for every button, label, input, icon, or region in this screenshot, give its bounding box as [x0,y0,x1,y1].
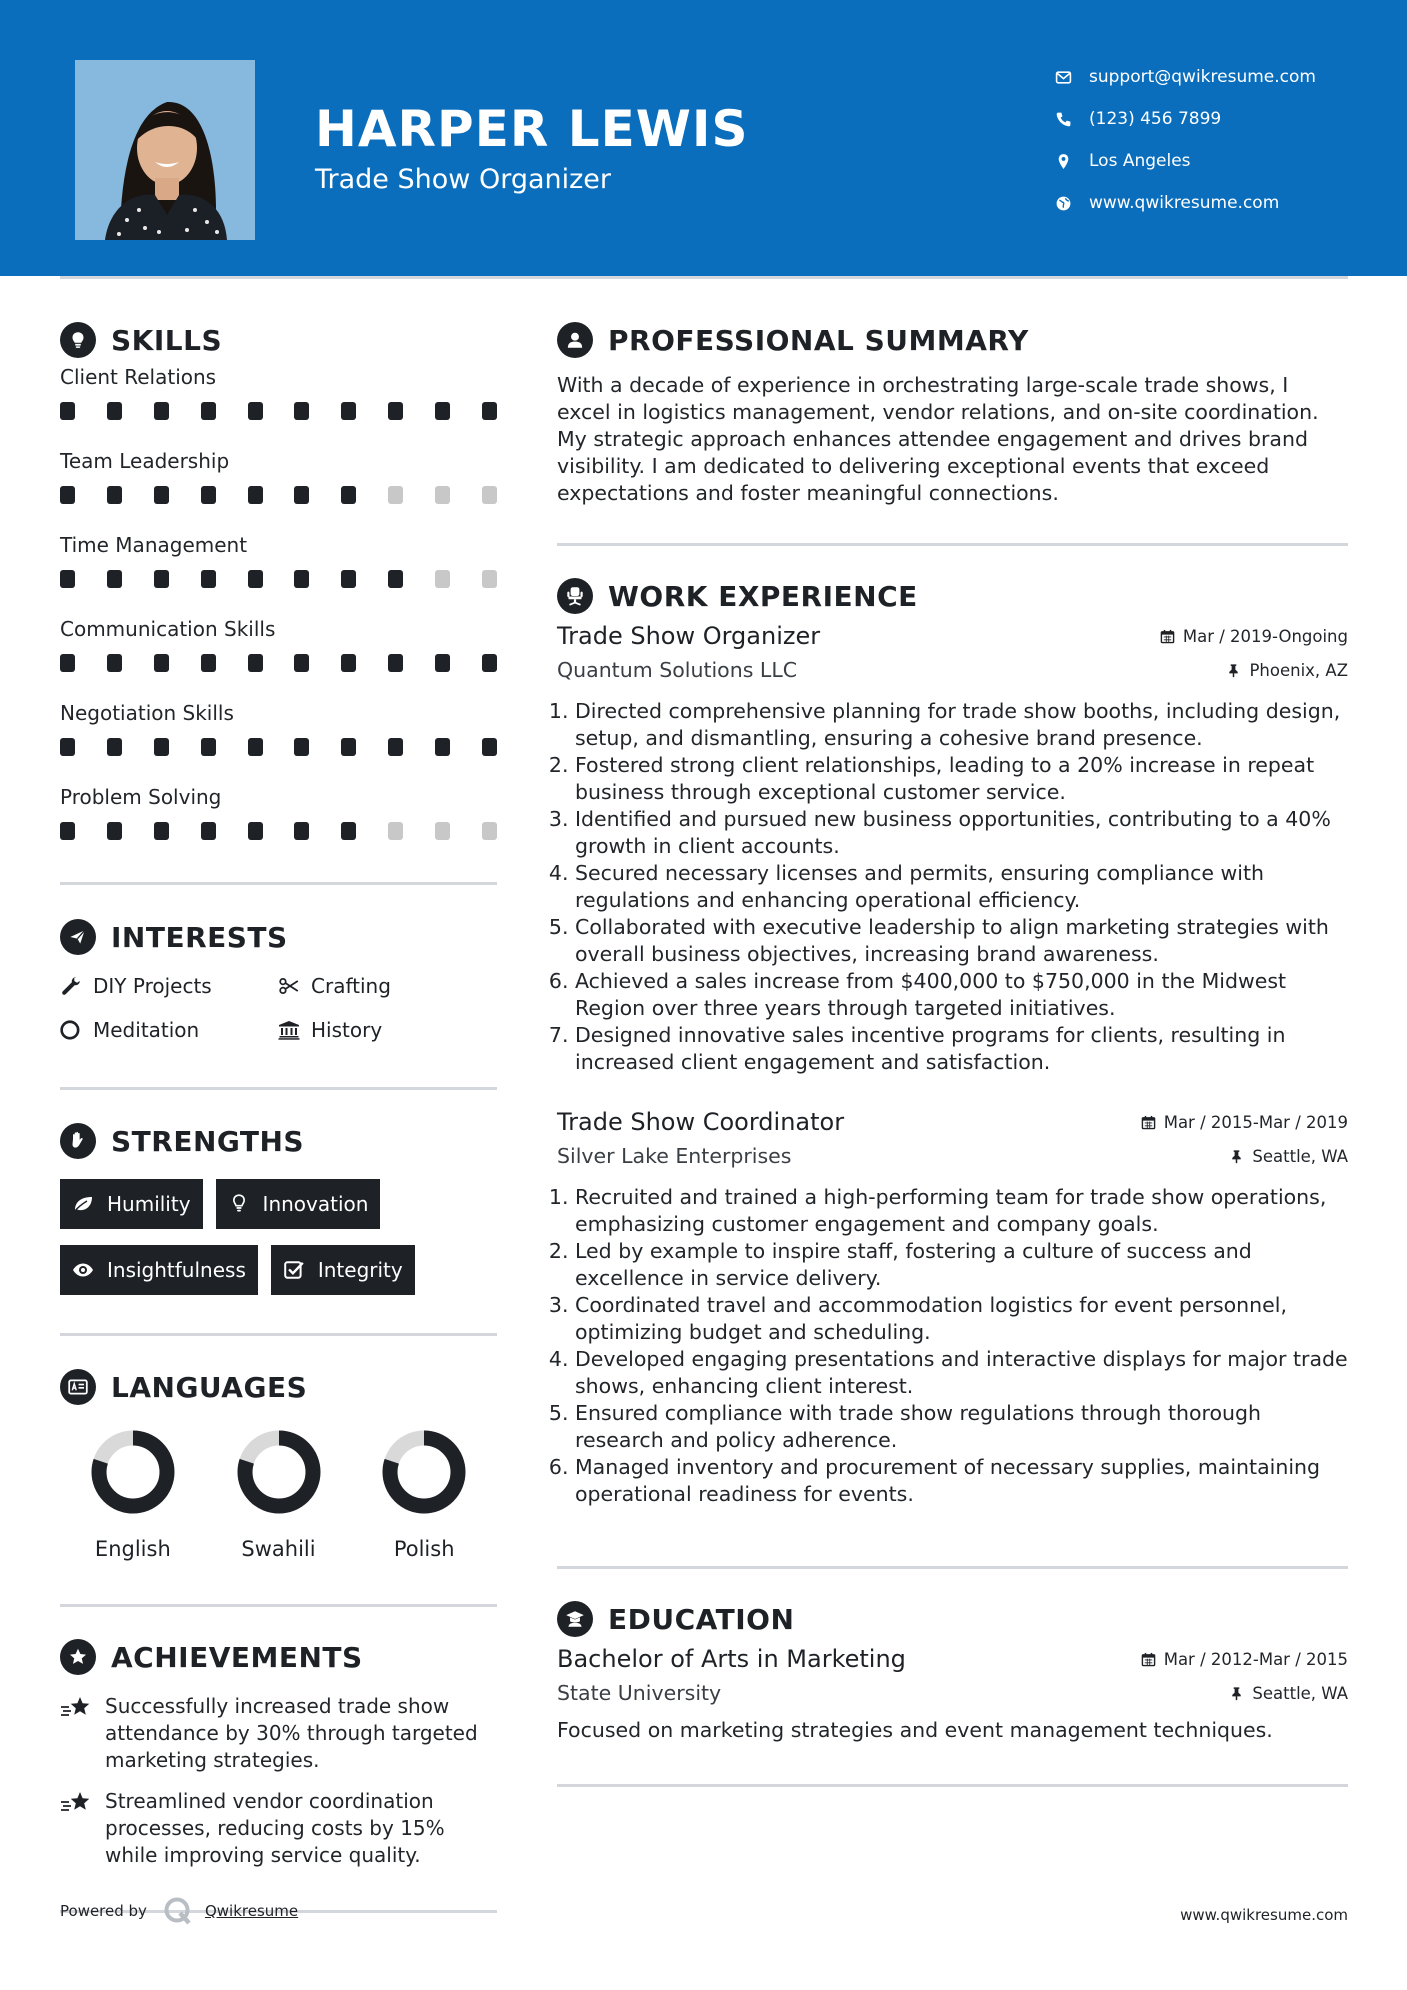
contact-email-text: support@qwikresume.com [1089,67,1316,87]
section-divider [60,1604,497,1607]
paper-plane-icon [60,919,96,955]
museum-icon [278,1019,311,1041]
strengths-list [60,1179,497,1295]
job-bullet: 1. Directed comprehensive planning for trade show booths, including design, setup, and dismantling, ensuring a cohesive brand presence. [575,698,1348,752]
job-bullet: 4. Developed engaging presentations and interactive displays for major trade shows, enhancing client interest. [575,1346,1348,1400]
section-divider [557,1784,1348,1787]
rating-dot-filled [201,738,216,756]
job-head [557,1108,1348,1136]
rating-dot-filled [388,402,403,420]
education-section [557,1599,1348,1744]
rating-dot-filled [294,822,309,840]
job-entry [557,622,1348,1076]
job-bullet: 7. Designed innovative sales incentive programs for clients, resulting in increased client engagement and satisfaction. [575,1022,1348,1076]
job-bullet: 2. Led by example to inspire staff, fostering a culture of success and excellence in service delivery. [575,1238,1348,1292]
rating-dot-filled [60,486,75,504]
skills-heading [60,320,497,360]
rating-dot-filled [248,570,263,588]
rating-dot-filled [294,738,309,756]
interests-title: INTERESTS [111,920,288,954]
education-head [557,1645,1348,1673]
skill-item [60,532,497,588]
rating-dot-filled [107,738,122,756]
profile-photo [75,60,255,240]
job-head [557,622,1348,650]
rating-dot-filled [388,654,403,672]
strengths-title: STRENGTHS [111,1124,305,1158]
achievement-item [60,1788,497,1869]
interests-heading [60,917,497,957]
strength-tag [60,1245,258,1295]
skill-rating [60,402,497,420]
skill-item [60,448,497,504]
education-heading [557,1599,1348,1639]
education-dates [1141,1650,1348,1669]
eye-icon [72,1259,107,1281]
rating-dot-filled [107,654,122,672]
achievements-title: ACHIEVEMENTS [111,1640,363,1674]
language-item [351,1429,497,1561]
strength-tag [216,1179,381,1229]
left-column [60,320,497,1913]
interest-item [278,973,496,999]
rating-dot-filled [294,570,309,588]
language-proficiency-donut [381,1429,467,1515]
rating-dot-filled [248,486,263,504]
contact-website[interactable] [1055,182,1316,224]
contact-email[interactable] [1055,56,1316,98]
rating-dot-filled [154,738,169,756]
contact-phone[interactable] [1055,98,1316,140]
job-dates-text: Mar / 2019-Ongoing [1182,626,1348,646]
rating-dot-filled [201,570,216,588]
rating-dot-filled [107,402,122,420]
achievements-list [60,1693,497,1869]
education-school: State University [557,1681,722,1705]
raised-hand-icon [60,1123,96,1159]
scissors-icon [278,975,311,997]
rating-dot-filled [294,654,309,672]
wrench-icon [60,975,93,997]
rating-dot-filled [388,570,403,588]
language-proficiency-donut [90,1429,176,1515]
skill-rating [60,570,497,588]
language-proficiency-donut [236,1429,322,1515]
skill-name: Problem Solving [60,785,222,809]
strength-label: Innovation [262,1192,369,1216]
summary-section [557,320,1348,507]
pushpin-icon [1229,1686,1244,1701]
skill-name: Time Management [60,533,248,557]
circle-icon [60,1019,93,1041]
star-badge-icon [60,1639,96,1675]
skill-name: Team Leadership [60,449,230,473]
interest-item [60,973,278,999]
skill-rating [60,486,497,504]
education-title: EDUCATION [608,1602,795,1636]
rating-dot-filled [435,402,450,420]
interest-label: DIY Projects [93,974,212,998]
language-item [60,1429,206,1561]
rating-dot-filled [482,654,497,672]
rating-dot-filled [154,486,169,504]
id-card-icon [60,1369,96,1405]
skill-name: Communication Skills [60,617,276,641]
phone-icon [1055,111,1089,128]
rating-dot-filled [154,822,169,840]
education-description: Focused on marketing strategies and event management techniques. [557,1718,1273,1742]
job-company: Quantum Solutions LLC [557,658,798,682]
rating-dot-filled [201,822,216,840]
achievement-item [60,1693,497,1774]
language-item [206,1429,352,1561]
rating-dot-empty [435,570,450,588]
strengths-section [60,1121,497,1295]
rating-dot-filled [248,402,263,420]
education-degree: Bachelor of Arts in Marketing [557,1645,906,1673]
job-entry [557,1108,1348,1508]
achievement-text: Streamlined vendor coordination processes, reducing costs by 15% while improving service quality. [105,1789,445,1867]
rating-dot-empty [435,822,450,840]
pushpin-icon [1229,1149,1244,1164]
summary-text: With a decade of experience in orchestrating large-scale trade shows, I excel in logistics management, vendor relations, and on-site coordination. My strategic approach enhances attendee engagement and drives brand visibility. I am dedicated to delivering exceptional events that exceed expectations and foster meaningful connections. [557,373,1319,505]
rating-dot-filled [341,738,356,756]
strength-label: Integrity [317,1258,403,1282]
experience-section [557,576,1348,1508]
experience-title: WORK EXPERIENCE [608,579,918,613]
rating-dot-filled [107,822,122,840]
interest-item [60,1017,278,1043]
skills-section [60,320,497,840]
job-sub [557,1144,1348,1168]
job-title: Trade Show Coordinator [557,1108,845,1136]
rating-dot-filled [201,402,216,420]
rating-dot-filled [60,654,75,672]
skill-rating [60,738,497,756]
section-divider [60,1333,497,1336]
job-bullets [557,1184,1348,1508]
rating-dot-filled [341,402,356,420]
rating-dot-filled [60,570,75,588]
section-divider [60,882,497,885]
rating-dot-filled [341,654,356,672]
languages-title: LANGUAGES [111,1370,308,1404]
strength-label: Humility [107,1192,191,1216]
language-name: Polish [393,1537,455,1561]
job-location [1229,1147,1348,1166]
skill-item [60,784,497,840]
job-bullet: 1. Recruited and trained a high-performing team for trade show operations, emphasizing customer engagement and company goals. [575,1184,1348,1238]
job-company: Silver Lake Enterprises [557,1144,792,1168]
achievements-heading [60,1637,497,1677]
skill-name: Client Relations [60,365,217,389]
office-chair-icon [557,578,593,614]
rating-dot-filled [154,570,169,588]
rating-dot-empty [435,486,450,504]
jobs-list [557,622,1348,1508]
rating-dot-filled [248,822,263,840]
rating-dot-filled [435,738,450,756]
skill-item [60,700,497,756]
envelope-icon [1055,69,1089,86]
contact-website-text: www.qwikresume.com [1089,193,1280,213]
job-location-text: Seattle, WA [1252,1146,1348,1166]
job-dates [1141,1113,1348,1132]
qwikresume-logo-icon [163,1896,193,1926]
rating-dot-filled [388,738,403,756]
interest-item [278,1017,496,1043]
rating-dot-filled [107,486,122,504]
rating-dot-filled [60,402,75,420]
interests-section [60,917,497,1043]
shooting-star-icon [60,1693,105,1774]
interest-label: History [311,1018,383,1042]
job-location [1226,661,1348,680]
rating-dot-empty [482,570,497,588]
skill-rating [60,822,497,840]
interest-label: Crafting [311,974,391,998]
candidate-name: HARPER LEWIS [315,100,749,158]
job-bullet: 4. Secured necessary licenses and permits, ensuring compliance with regulations and enhancing operational efficiency. [575,860,1348,914]
rating-dot-filled [341,486,356,504]
job-bullet: 3. Identified and pursued new business opportunities, contributing to a 40% growth in client accounts. [575,806,1348,860]
pushpin-icon [1226,663,1241,678]
rating-dot-filled [201,654,216,672]
rating-dot-filled [154,654,169,672]
candidate-title: Trade Show Organizer [315,164,611,195]
job-bullet: 5. Ensured compliance with trade show regulations through thorough research and policy adherence. [575,1400,1348,1454]
job-bullet: 5. Collaborated with executive leadership to align marketing strategies with overall business objectives, increasing brand awareness. [575,914,1348,968]
skills-title: SKILLS [111,323,223,357]
skill-name: Negotiation Skills [60,701,234,725]
section-divider [557,543,1348,546]
calendar-icon [1160,629,1175,644]
rating-dot-filled [341,822,356,840]
strength-label: Insightfulness [107,1258,246,1282]
check-square-icon [283,1259,318,1281]
job-bullet: 3. Coordinated travel and accommodation logistics for event personnel, optimizing budget and scheduling. [575,1292,1348,1346]
lightbulb-icon [60,322,96,358]
calendar-icon [1141,1115,1156,1130]
skills-list [60,364,497,840]
summary-heading [557,320,1348,360]
job-bullet: 6. Managed inventory and procurement of necessary supplies, maintaining operational readiness for events. [575,1454,1348,1508]
lightbulb-icon [228,1193,263,1215]
education-sub [557,1681,1348,1705]
contact-location [1055,140,1316,182]
language-name: English [94,1537,171,1561]
section-divider [557,1566,1348,1569]
brand-link[interactable]: Qwikresume [204,1902,299,1920]
summary-title: PROFESSIONAL SUMMARY [608,323,1029,357]
footer-website[interactable]: www.qwikresume.com [1180,1906,1348,1924]
rating-dot-filled [201,486,216,504]
footer-powered-by [60,1896,298,1926]
languages-section [60,1367,497,1561]
education-location-text: Seattle, WA [1252,1683,1348,1703]
languages-heading [60,1367,497,1407]
job-sub [557,658,1348,682]
achievement-text: Successfully increased trade show attendance by 30% through targeted marketing strategies. [105,1694,478,1772]
shooting-star-icon [60,1788,105,1869]
section-divider [60,1087,497,1090]
leaf-icon [72,1193,107,1215]
rating-dot-empty [388,822,403,840]
strengths-heading [60,1121,497,1161]
skill-rating [60,654,497,672]
user-icon [557,322,593,358]
contact-location-text: Los Angeles [1089,151,1191,171]
rating-dot-empty [482,486,497,504]
rating-dot-filled [107,570,122,588]
achievements-section [60,1637,497,1869]
contact-phone-text: (123) 456 7899 [1089,109,1222,129]
rating-dot-empty [388,486,403,504]
rating-dot-filled [482,402,497,420]
graduate-icon [557,1601,593,1637]
rating-dot-filled [294,486,309,504]
rating-dot-filled [435,654,450,672]
job-dates-text: Mar / 2015-Mar / 2019 [1163,1112,1348,1132]
skill-item [60,364,497,420]
rating-dot-filled [294,402,309,420]
rating-dot-filled [482,738,497,756]
language-name: Swahili [241,1537,316,1561]
rating-dot-filled [248,654,263,672]
calendar-icon [1141,1652,1156,1667]
rating-dot-empty [482,822,497,840]
job-dates [1160,627,1348,646]
contact-list [1055,56,1316,224]
header-divider [60,276,1348,279]
strength-tag [271,1245,415,1295]
right-column [557,320,1348,1787]
education-dates-text: Mar / 2012-Mar / 2015 [1163,1649,1348,1669]
rating-dot-filled [60,822,75,840]
job-bullets [557,698,1348,1076]
rating-dot-filled [341,570,356,588]
education-location [1229,1684,1348,1703]
job-bullet: 6. Achieved a sales increase from $400,000 to $750,000 in the Midwest Region over three years through targeted initiatives. [575,968,1348,1022]
map-pin-icon [1055,153,1089,170]
languages-list [60,1429,497,1561]
rating-dot-filled [154,402,169,420]
rating-dot-filled [60,738,75,756]
job-bullet: 2. Fostered strong client relationships, leading to a 20% increase in repeat business through exceptional customer service. [575,752,1348,806]
skill-item [60,616,497,672]
powered-by-text: Powered by [60,1902,147,1920]
rating-dot-filled [248,738,263,756]
job-location-text: Phoenix, AZ [1249,660,1348,680]
experience-heading [557,576,1348,616]
resume-header [0,0,1407,276]
interest-label: Meditation [93,1018,200,1042]
job-title: Trade Show Organizer [557,622,821,650]
strength-tag [60,1179,203,1229]
globe-icon [1055,195,1089,212]
interests-list [60,973,497,1043]
